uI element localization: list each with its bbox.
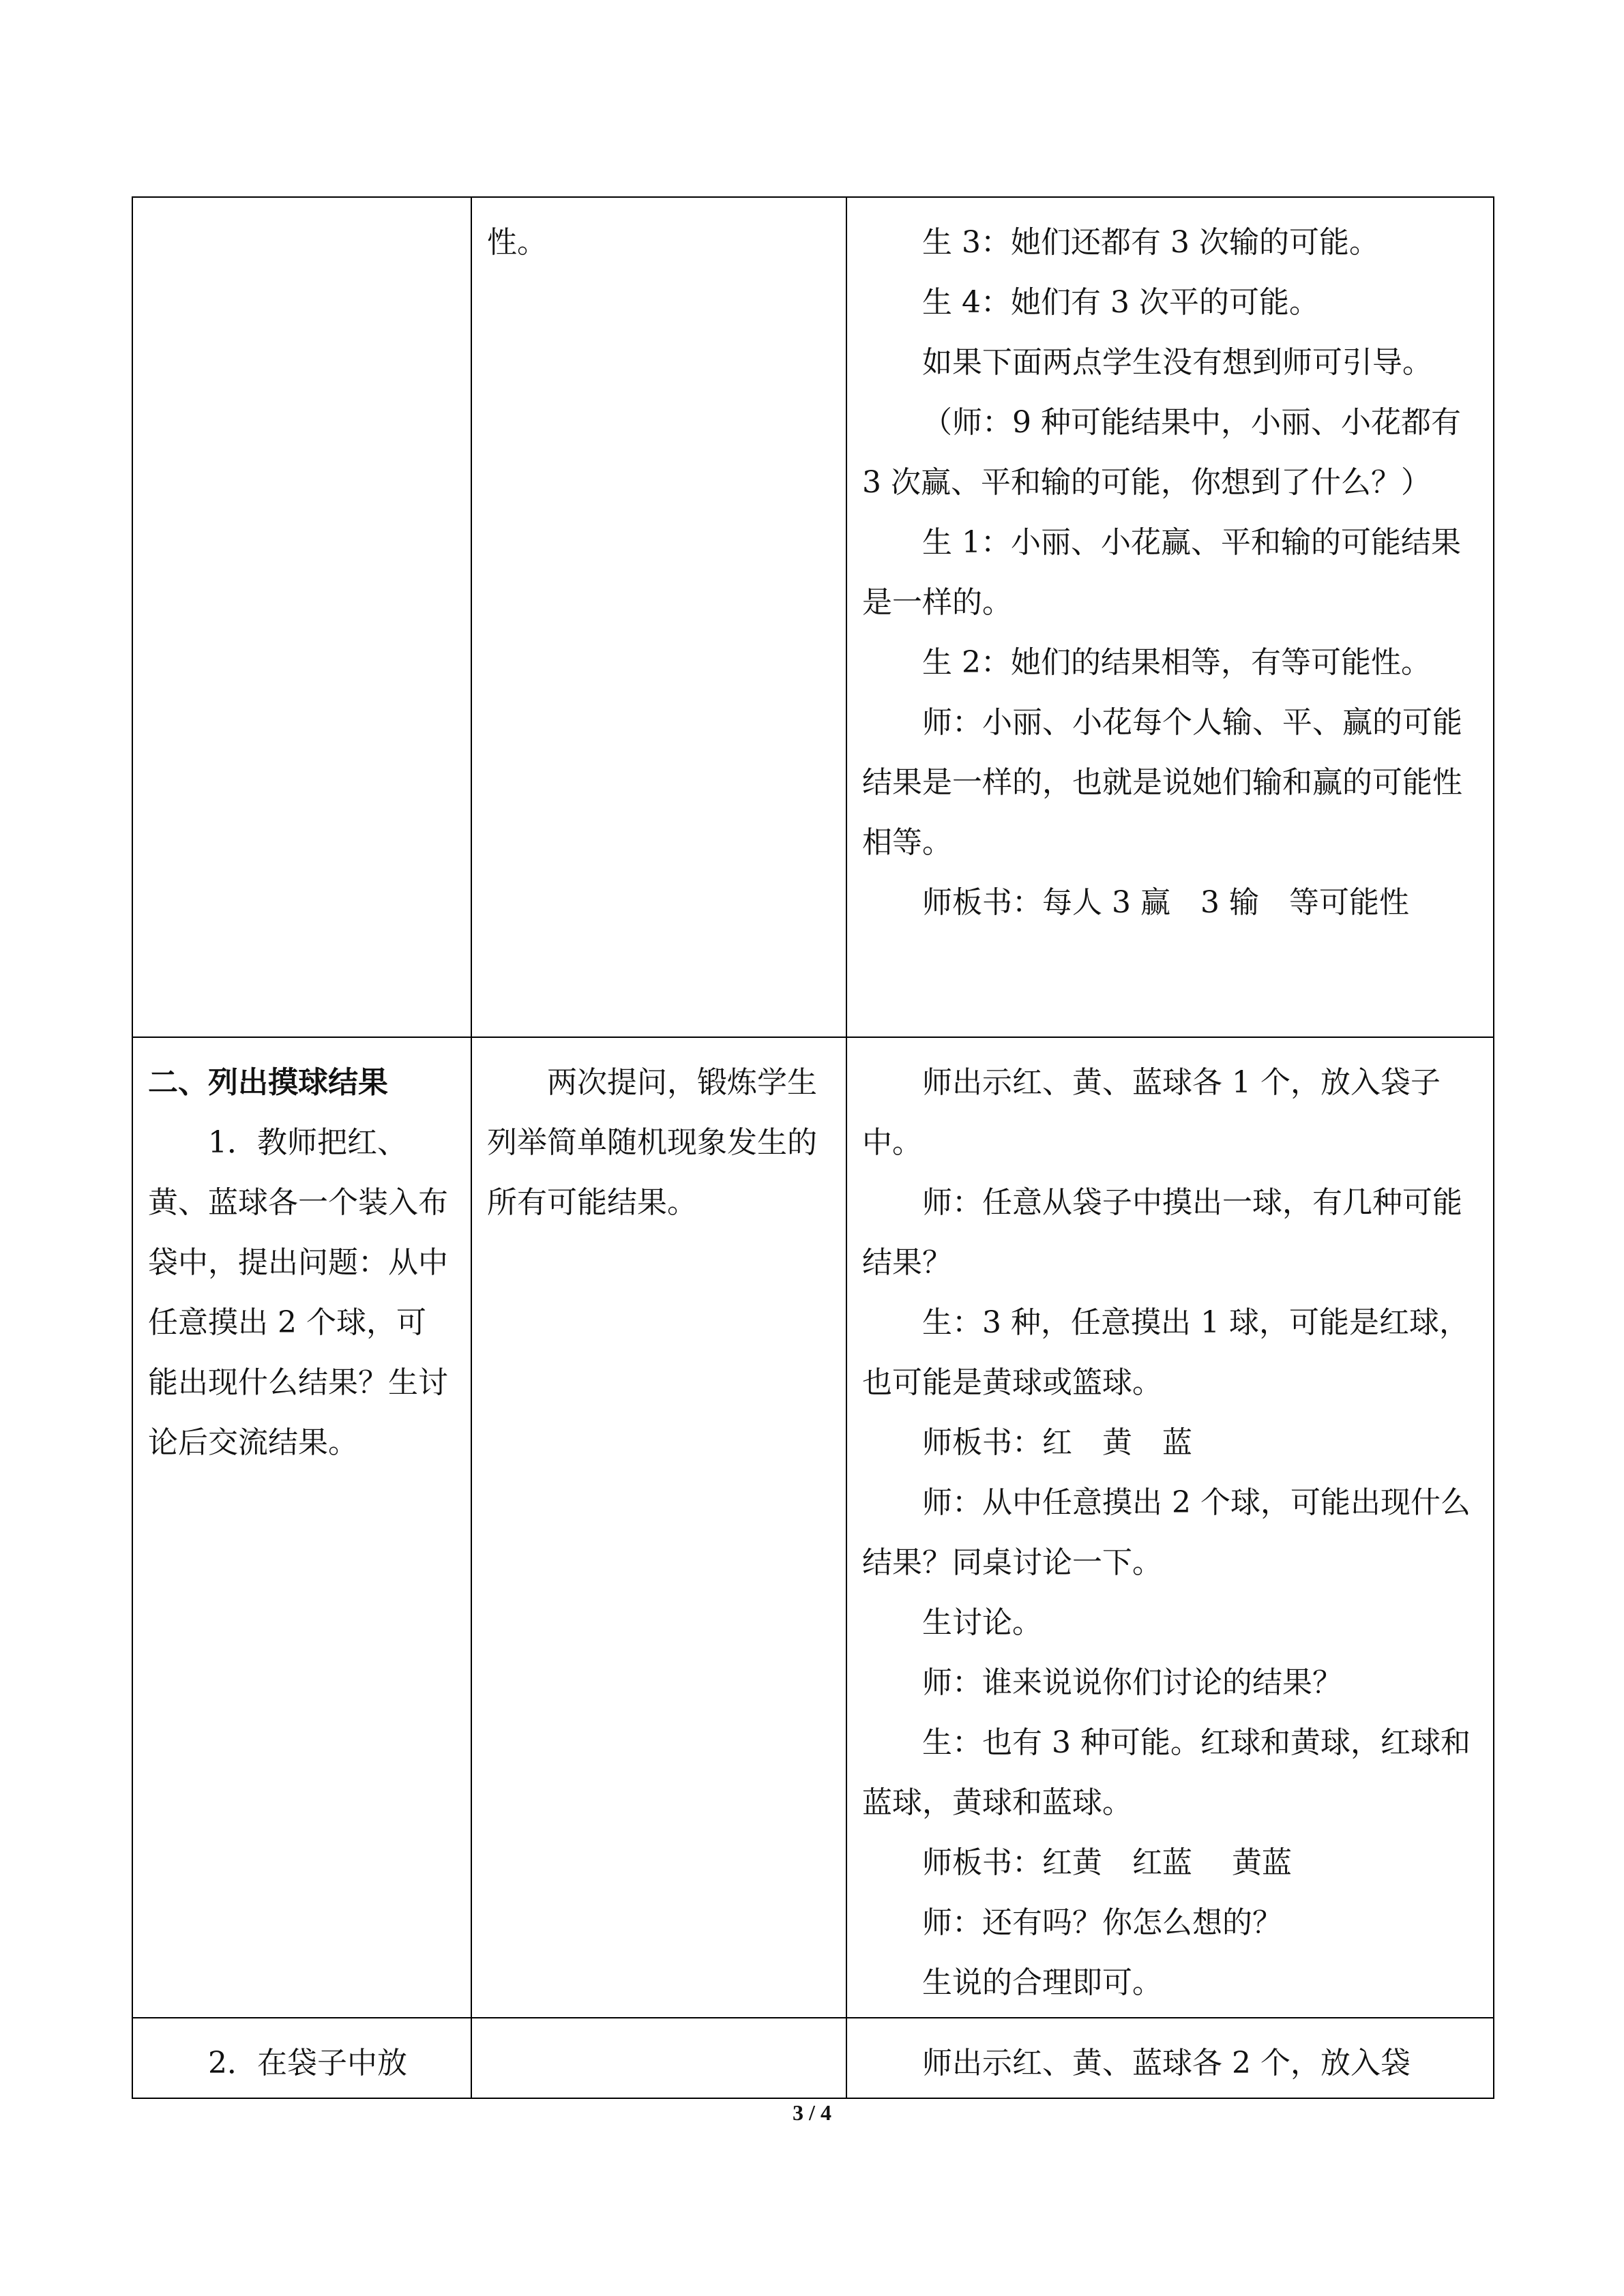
process-line: 师：谁来说说你们讨论的结果？ [922,1665,1342,1700]
process-line: 师：小丽、小花每个人输、平、赢的可能结果是一样的，也就是说她们输和赢的可能性相等。 [862,705,1462,860]
process-line: 师出示红、黄、蓝球各 1 个，放入袋子中。 [862,1065,1441,1160]
process-line: （师：9 种可能结果中，小丽、小花都有 3 次赢、平和输的可能，你想到了什么？） [862,405,1461,500]
process-cell [846,1037,1494,2018]
intent-cell [471,2018,846,2098]
table-row [132,197,1494,1037]
process-line: 生 4：她们有 3 次平的可能。 [922,285,1319,320]
intent-cell [471,197,846,1037]
intent-text: 两次提问，锻炼学生列举简单随机现象发生的所有可能结果。 [487,1065,817,1220]
lesson-plan-table [132,196,1494,2099]
process-line: 生 3：她们还都有 3 次输的可能。 [922,225,1379,260]
process-line: 生：3 种，任意摸出 1 球，可能是红球，也可能是黄球或篮球。 [862,1305,1469,1400]
stage-cell [132,197,471,1037]
process-line: 生讨论。 [922,1605,1042,1640]
process-line: 师：从中任意摸出 2 个球，可能出现什么结果？同桌讨论一下。 [862,1485,1471,1580]
table-row [132,2018,1494,2098]
stage-cell [132,1037,471,2018]
stage-text: 2．在袋子中放 [208,2046,407,2081]
process-line: 师：任意从袋子中摸出一球，有几种可能结果？ [862,1185,1462,1280]
process-line: 生说的合理即可。 [922,1965,1162,2000]
table-row [132,1037,1494,2018]
process-line: 生 2：她们的结果相等，有等可能性。 [922,645,1431,680]
process-line: 师板书：红黄 红蓝 黄蓝 [922,1845,1292,1880]
intent-cell [471,1037,846,2018]
process-line: 师出示红、黄、蓝球各 2 个，放入袋 [922,2046,1411,2081]
process-cell [846,197,1494,1037]
process-line: 师板书：红 黄 蓝 [922,1425,1192,1460]
process-cell [846,2018,1494,2098]
intent-text: 性。 [487,225,547,260]
stage-cell [132,2018,471,2098]
page-number: 3 / 4 [793,2100,831,2125]
process-line: 师板书：每人 3 赢 3 输 等可能性 [922,885,1409,920]
section-heading: 二、列出摸球结果 [148,1065,388,1100]
process-line: 生：也有 3 种可能。红球和黄球，红球和蓝球，黄球和蓝球。 [862,1725,1471,1820]
process-line: 师：还有吗？你怎么想的？ [922,1905,1282,1940]
process-line: 生 1：小丽、小花赢、平和输的可能结果是一样的。 [862,525,1461,620]
stage-text: 1．教师把红、黄、蓝球各一个装入布袋中，提出问题：从中任意摸出 2 个球，可能出现什么结果？生讨论后交流结果。 [148,1125,448,1460]
process-line: 如果下面两点学生没有想到师可引导。 [922,345,1432,380]
